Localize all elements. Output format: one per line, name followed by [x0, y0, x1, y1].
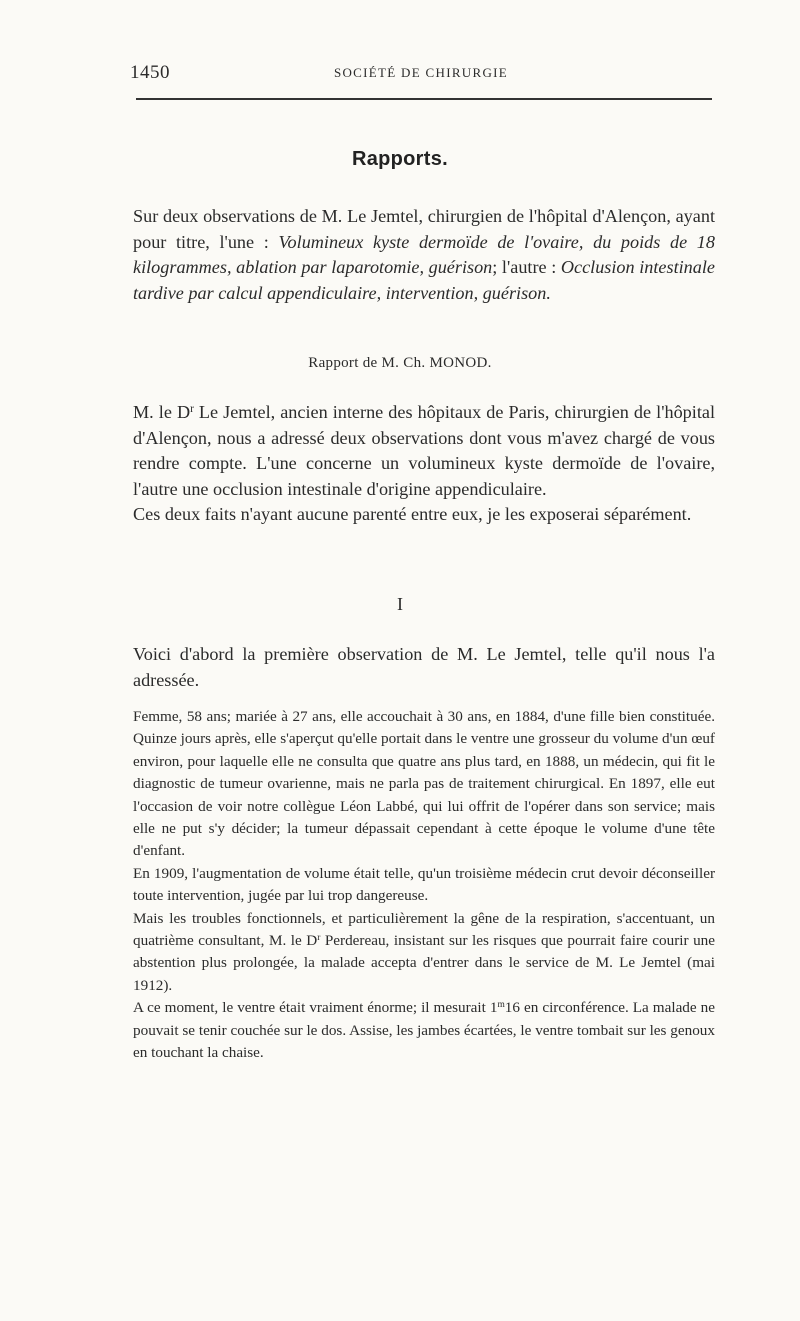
obs-p3-start: Mais les troubles fonctionnels, et particulièrement la gêne de la respiration, s'accentuant, un quatrième consultant, M. le D [133, 909, 715, 950]
intro-paragraph-1 [133, 400, 715, 502]
voici-paragraph: Voici d'abord la première observation de M. Le Jemtel, telle qu'il nous l'a adressée. [133, 644, 715, 690]
obs-p4-start: A ce moment, le ventre était vraiment énorme; il mesurait 1 [133, 999, 498, 1017]
superscript: m [497, 1000, 505, 1011]
observation-paragraph-2: En 1909, l'augmentation de volume était telle, qu'un troisième médecin crut devoir déconseiller toute intervention, jugée par lui trop dangereuse. [133, 864, 715, 905]
observation-paragraph-4 [133, 997, 715, 1064]
intro-section [133, 400, 715, 528]
report-title-connector: ; l'autre : [492, 257, 557, 277]
report-title-paragraph [133, 204, 715, 306]
intro-p1-start: M. le D [133, 402, 191, 422]
rapport-author-line: Rapport de M. Ch. MONOD. [308, 355, 492, 371]
intro-paragraph-2: Ces deux faits n'ayant aucune parenté entre eux, je les exposerai séparément. [133, 504, 692, 524]
journal-name: SOCIÉTÉ DE CHIRURGIE [333, 65, 509, 80]
observation-1-title: Volumineux kyste dermoïde de l'ovaire, du poids de 18 kilogrammes, ablation par laparotomie, guérison [133, 231, 715, 277]
page-number: 1450 [130, 62, 170, 83]
observation-text [133, 706, 715, 1065]
observation-paragraph-1: Femme, 58 ans; mariée à 27 ans, elle accouchait à 30 ans, en 1884, d'une fille bien constituée. Quinze jours après, elle s'aperçut qu'elle portait dans le ventre une grosseur du volume d'un œuf environ, pour laquelle elle ne consulta que quatre ans plus tard, en 1888, un médecin, qui fit le diagnostic de tumeur ovarienne, mais ne parla pas de traitement chirurgical. En 1897, elle eut l'occasion de voir notre collègue Léon Labbé, qui lui offrit de l'opérer dans son service; mais elle ne put s'y décider; la tumeur dépassait cependant à cette époque le volume d'une tête d'enfant. [133, 708, 715, 860]
report-title-intro: Sur deux observations de M. Le Jemtel, chirurgien de l'hôpital d'Alençon, ayant pour titre, l'une : [133, 206, 715, 252]
obs-p3-rest: Perdereau, insistant sur les risques que pourrait faire courir une abstention plus prolongée, la malade accepta d'entrer dans le service de M. Le Jemtel (mai 1912). [133, 932, 715, 994]
obs-p4-rest: 16 en circonférence. La malade ne pouvait se tenir couchée sur le dos. Assise, les jambes écartées, le ventre tombait sur les genoux en touchant la chaise. [133, 999, 715, 1062]
observation-paragraph-3 [133, 908, 715, 998]
section-numeral: I [397, 594, 403, 614]
header-rule [136, 98, 712, 100]
superscript: r [317, 932, 321, 943]
superscript: r [190, 402, 194, 415]
observation-2-title: Occlusion intestinale tardive par calcul appendiculaire, intervention, guérison. [133, 257, 715, 303]
intro-p1-rest: Le Jemtel, ancien interne des hôpitaux de Paris, chirurgien de l'hôpital d'Alençon, nous a adressé deux observations dont vous m'avez chargé de vous rendre compte. L'une concerne un volumineux kyste dermoïde de l'ovaire, l'autre une occlusion intestinale d'origine appendiculaire. [133, 402, 715, 499]
running-head [128, 58, 714, 88]
section-heading: Rapports. [351, 148, 449, 170]
